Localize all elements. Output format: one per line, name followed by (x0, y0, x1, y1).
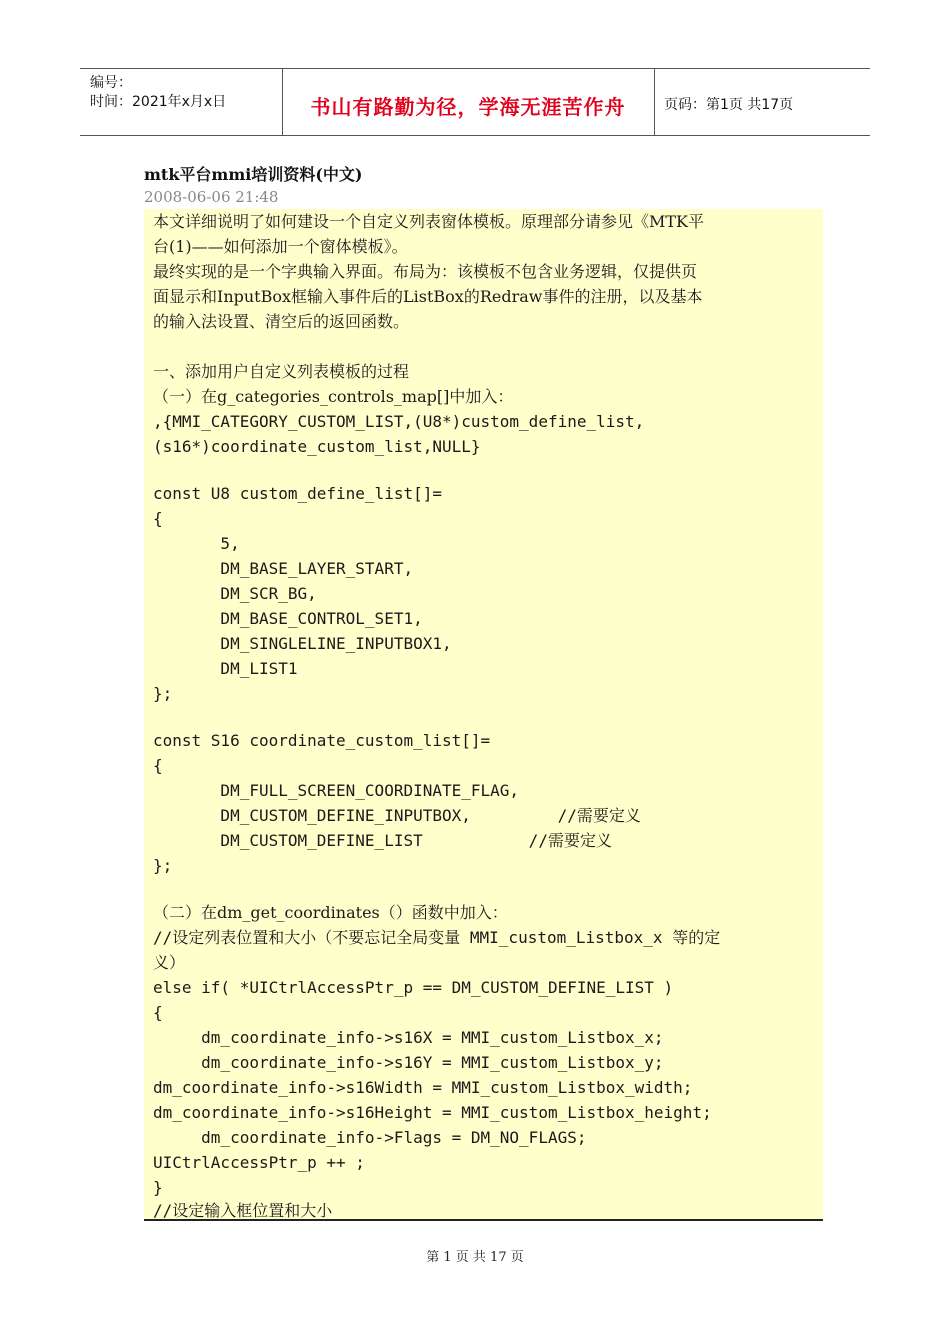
header-page-info: 页码：第1页 共17页 (664, 97, 794, 113)
code-line: DM_FULL_SCREEN_COORDINATE_FLAG, (153, 781, 520, 800)
code-line: DM_CUSTOM_DEFINE_LIST //需要定义 (153, 831, 612, 850)
code-line: { (153, 509, 163, 528)
code-line: dm_coordinate_info->Flags = DM_NO_FLAGS; (153, 1128, 587, 1147)
section-heading: 一、添加用户自定义列表模板的过程 (153, 362, 410, 381)
code-line: DM_BASE_CONTROL_SET1, (153, 609, 423, 628)
code-line: const S16 coordinate_custom_list[]= (153, 731, 491, 750)
text-line: 本文详细说明了如何建设一个自定义列表窗体模板。原理部分请参见《MTK平 (153, 212, 705, 231)
header-motto: 书山有路勤为径，学海无涯苦作舟 (310, 95, 626, 119)
code-line: 5, (153, 534, 240, 553)
code-line: else if( *UICtrlAccessPtr_p == DM_CUSTOM_DEFINE_LIST ) (153, 978, 674, 997)
header-motto-cell (282, 69, 655, 135)
article-body (144, 209, 823, 1221)
code-line: DM_LIST1 (153, 659, 298, 678)
code-line: dm_coordinate_info->s16Height = MMI_custom_Listbox_height; (153, 1103, 712, 1122)
code-line: } (153, 1178, 163, 1197)
header-page-cell (654, 69, 870, 135)
code-line: const U8 custom_define_list[]= (153, 484, 442, 503)
code-line: //设定输入框位置和大小 (153, 1201, 333, 1220)
text-line: 台(1)——如何添加一个窗体模板》。 (153, 237, 408, 256)
code-line: { (153, 1003, 163, 1022)
code-line: }; (153, 684, 173, 703)
code-line: //设定列表位置和大小（不要忘记全局变量 MMI_custom_Listbox_x 等的定 (153, 928, 721, 947)
code-line: UICtrlAccessPtr_p ++ ; (153, 1153, 365, 1172)
code-line: 义） (153, 953, 186, 972)
text-line: （二）在dm_get_coordinates（）函数中加入： (153, 903, 508, 922)
page-header (80, 68, 870, 136)
code-line: dm_coordinate_info->s16X = MMI_custom_Listbox_x; (153, 1028, 664, 1047)
code-line: DM_SINGLELINE_INPUTBOX1, (153, 634, 452, 653)
text-line: 最终实现的是一个字典输入界面。布局为：该模板不包含业务逻辑，仅提供页 (153, 262, 698, 281)
code-line: DM_SCR_BG, (153, 584, 317, 603)
doc-time-label: 时间：2021年x月x日 (90, 94, 227, 110)
document-title: mtk平台mmi培训资料(中文) (144, 165, 363, 184)
code-line: DM_BASE_LAYER_START, (153, 559, 414, 578)
code-line: { (153, 756, 163, 775)
code-line: dm_coordinate_info->s16Y = MMI_custom_Listbox_y; (153, 1053, 664, 1072)
code-line: ,{MMI_CATEGORY_CUSTOM_LIST,(U8*)custom_define_list, (153, 412, 645, 431)
code-line: dm_coordinate_info->s16Width = MMI_custom_Listbox_width; (153, 1078, 693, 1097)
code-line: }; (153, 856, 173, 875)
header-info-cell (80, 69, 283, 135)
doc-number-label: 编号： (90, 75, 132, 91)
code-line: DM_CUSTOM_DEFINE_INPUTBOX, //需要定义 (153, 806, 641, 825)
text-line: （一）在g_categories_controls_map[]中加入： (153, 387, 514, 406)
document-date: 2008-06-06 21:48 (144, 188, 279, 206)
page-footer: 第 1 页 共 17 页 (426, 1250, 524, 1265)
code-line: (s16*)coordinate_custom_list,NULL} (153, 437, 481, 456)
text-line: 面显示和InputBox框输入事件后的ListBox的Redraw事件的注册，以及基本 (153, 287, 703, 306)
text-line: 的输入法设置、清空后的返回函数。 (153, 312, 410, 331)
